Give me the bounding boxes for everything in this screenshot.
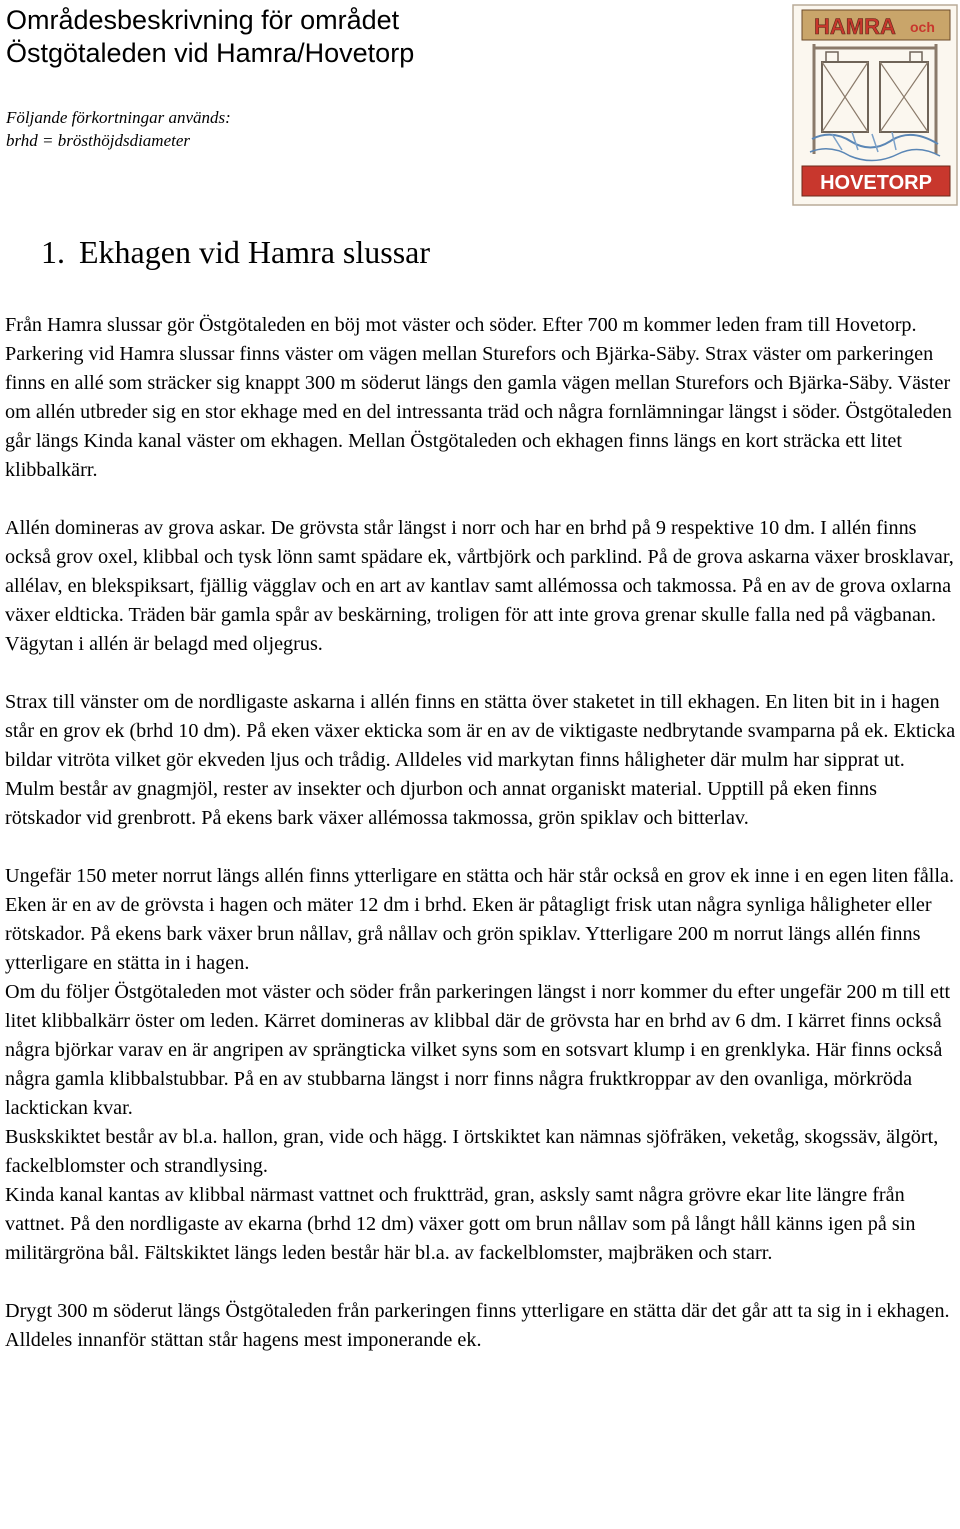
- paragraph: Ungefär 150 meter norrut längs allén finns ytterligare en stätta och här står också en grov ek inne i en egen liten fålla. Eken är en av de grövsta i hagen och mäter 12 dm i brhd. Eken är påtagligt frisk utan några synliga håligheter eller rötskador. På ekens bark växer brun nållav, grå nållav och grön spiklav. Ytterligare 200 m norrut längs allén finns ytterligare en stätta in i hagen.: [5, 865, 955, 974]
- logo-top-suffix: och: [910, 19, 935, 35]
- document-title: [6, 4, 414, 70]
- paragraph: Om du följer Östgötaleden mot väster och söder från parkeringen längst i norr kommer du efter ungefär 200 m till ett litet klibbalkärr öster om leden. Kärret domineras av klibbal där de grövsta har en brhd av 6 dm. I kärret finns också några björkar varav en är angripen av sprängticka vilket syns som en sotsvart klump i en grenklyka. Här finns också några gamla klibbalstubbar. På en av stubbarna längst i norr finns några fruktkroppar av den ovanliga, mörkröda lacktickan kvar.: [5, 981, 951, 1119]
- paragraph: Kinda kanal kantas av klibbal närmast vattnet och fruktträd, gran, asksly samt några grövre ekar lite längre från vattnet. På den nordligaste av ekarna (brhd 12 dm) växer gott om brun nållav som på långt håll känns igen på sin militärgröna bål. Fältskiktet längs leden består här bl.a. av fackelblomster, majbräken och starr.: [5, 1184, 916, 1264]
- paragraph: Från Hamra slussar gör Östgötaleden en böj mot väster och söder. Efter 700 m kommer leden fram till Hovetorp. Parkering vid Hamra slussar finns väster om vägen mellan Sturefors och Bjärka-Säby. Strax väster om parkeringen finns en allé som sträcker sig knappt 300 m söderut längs den gamla vägen mellan Sturefors och Bjärka-Säby. Väster om allén utbreder sig en stor ekhage med en del intressanta träd och några fornlämningar längst i söder. Östgötaleden går längs Kinda kanal väster om ekhagen. Mellan Östgötaleden och ekhagen finns längs en kort sträcka ett litet klibbalkärr.: [5, 314, 952, 481]
- title-line-1: Områdesbeskrivning för området: [6, 5, 400, 35]
- hamra-hovetorp-logo: [792, 4, 958, 206]
- abbreviations-note: [6, 106, 231, 152]
- section-number: 1.: [41, 234, 65, 270]
- abbreviation-brhd: brhd = brösthöjdsdiameter: [6, 131, 191, 150]
- logo-bottom-text: HOVETORP: [820, 172, 932, 194]
- abbreviations-intro: Följande förkortningar används:: [6, 108, 231, 127]
- document-body: [5, 311, 957, 1355]
- sluice-gate-illustration-icon: [792, 4, 958, 206]
- title-line-2: Östgötaleden vid Hamra/Hovetorp: [6, 38, 415, 68]
- paragraph: Strax till vänster om de nordligaste askarna i allén finns en stätta över staketet in till ekhagen. En liten bit in i hagen står en grov ek (brhd 10 dm). På eken växer ekticka som är en av de viktigaste nedbrytande svamparna på ek. Ekticka bildar vitröta vilket gör ekveden ljus och trådig. Alldeles vid markytan finns håligheter där mulm har sipprat ut. Mulm består av gnagmjöl, rester av insekter och djurbon och annat organiskt material. Upptill på eken finns rötskador vid grenbrott. På ekens bark växer allémossa takmossa, grön spiklav och bitterlav.: [5, 691, 956, 829]
- paragraph: Buskskiktet består av bl.a. hallon, gran, vide och hägg. I örtskiktet kan nämnas sjöfräken, veketåg, skogssäv, älgört, fackelblomster och strandlysing.: [5, 1126, 939, 1177]
- paragraph: Allén domineras av grova askar. De grövsta står längst i norr och har en brhd på 9 respektive 10 dm. I allén finns också grov oxel, klibbal och tysk lönn samt spädare ek, vårtbjörk och parklind. På de grova askarna växer brosklavar, allélav, en blekspiksart, fjällig vägglav och en art av kantlav samt allémossa och takmossa. På en av de grova oxlarna växer eldticka. Träden bär gamla spår av beskärning, troligen för att inte grova grenar skulle falla ned på vägbanan. Vägytan i allén är belagd med oljegrus.: [5, 517, 954, 655]
- paragraph: Drygt 300 m söderut längs Östgötaleden från parkeringen finns ytterligare en stätta där det går att ta sig in i ekhagen. Alldeles innanför stättan står hagens mest imponerande ek.: [5, 1300, 950, 1351]
- section-title: Ekhagen vid Hamra slussar: [79, 234, 431, 270]
- logo-top-text: HAMRA: [814, 14, 896, 39]
- section-heading: [41, 232, 430, 272]
